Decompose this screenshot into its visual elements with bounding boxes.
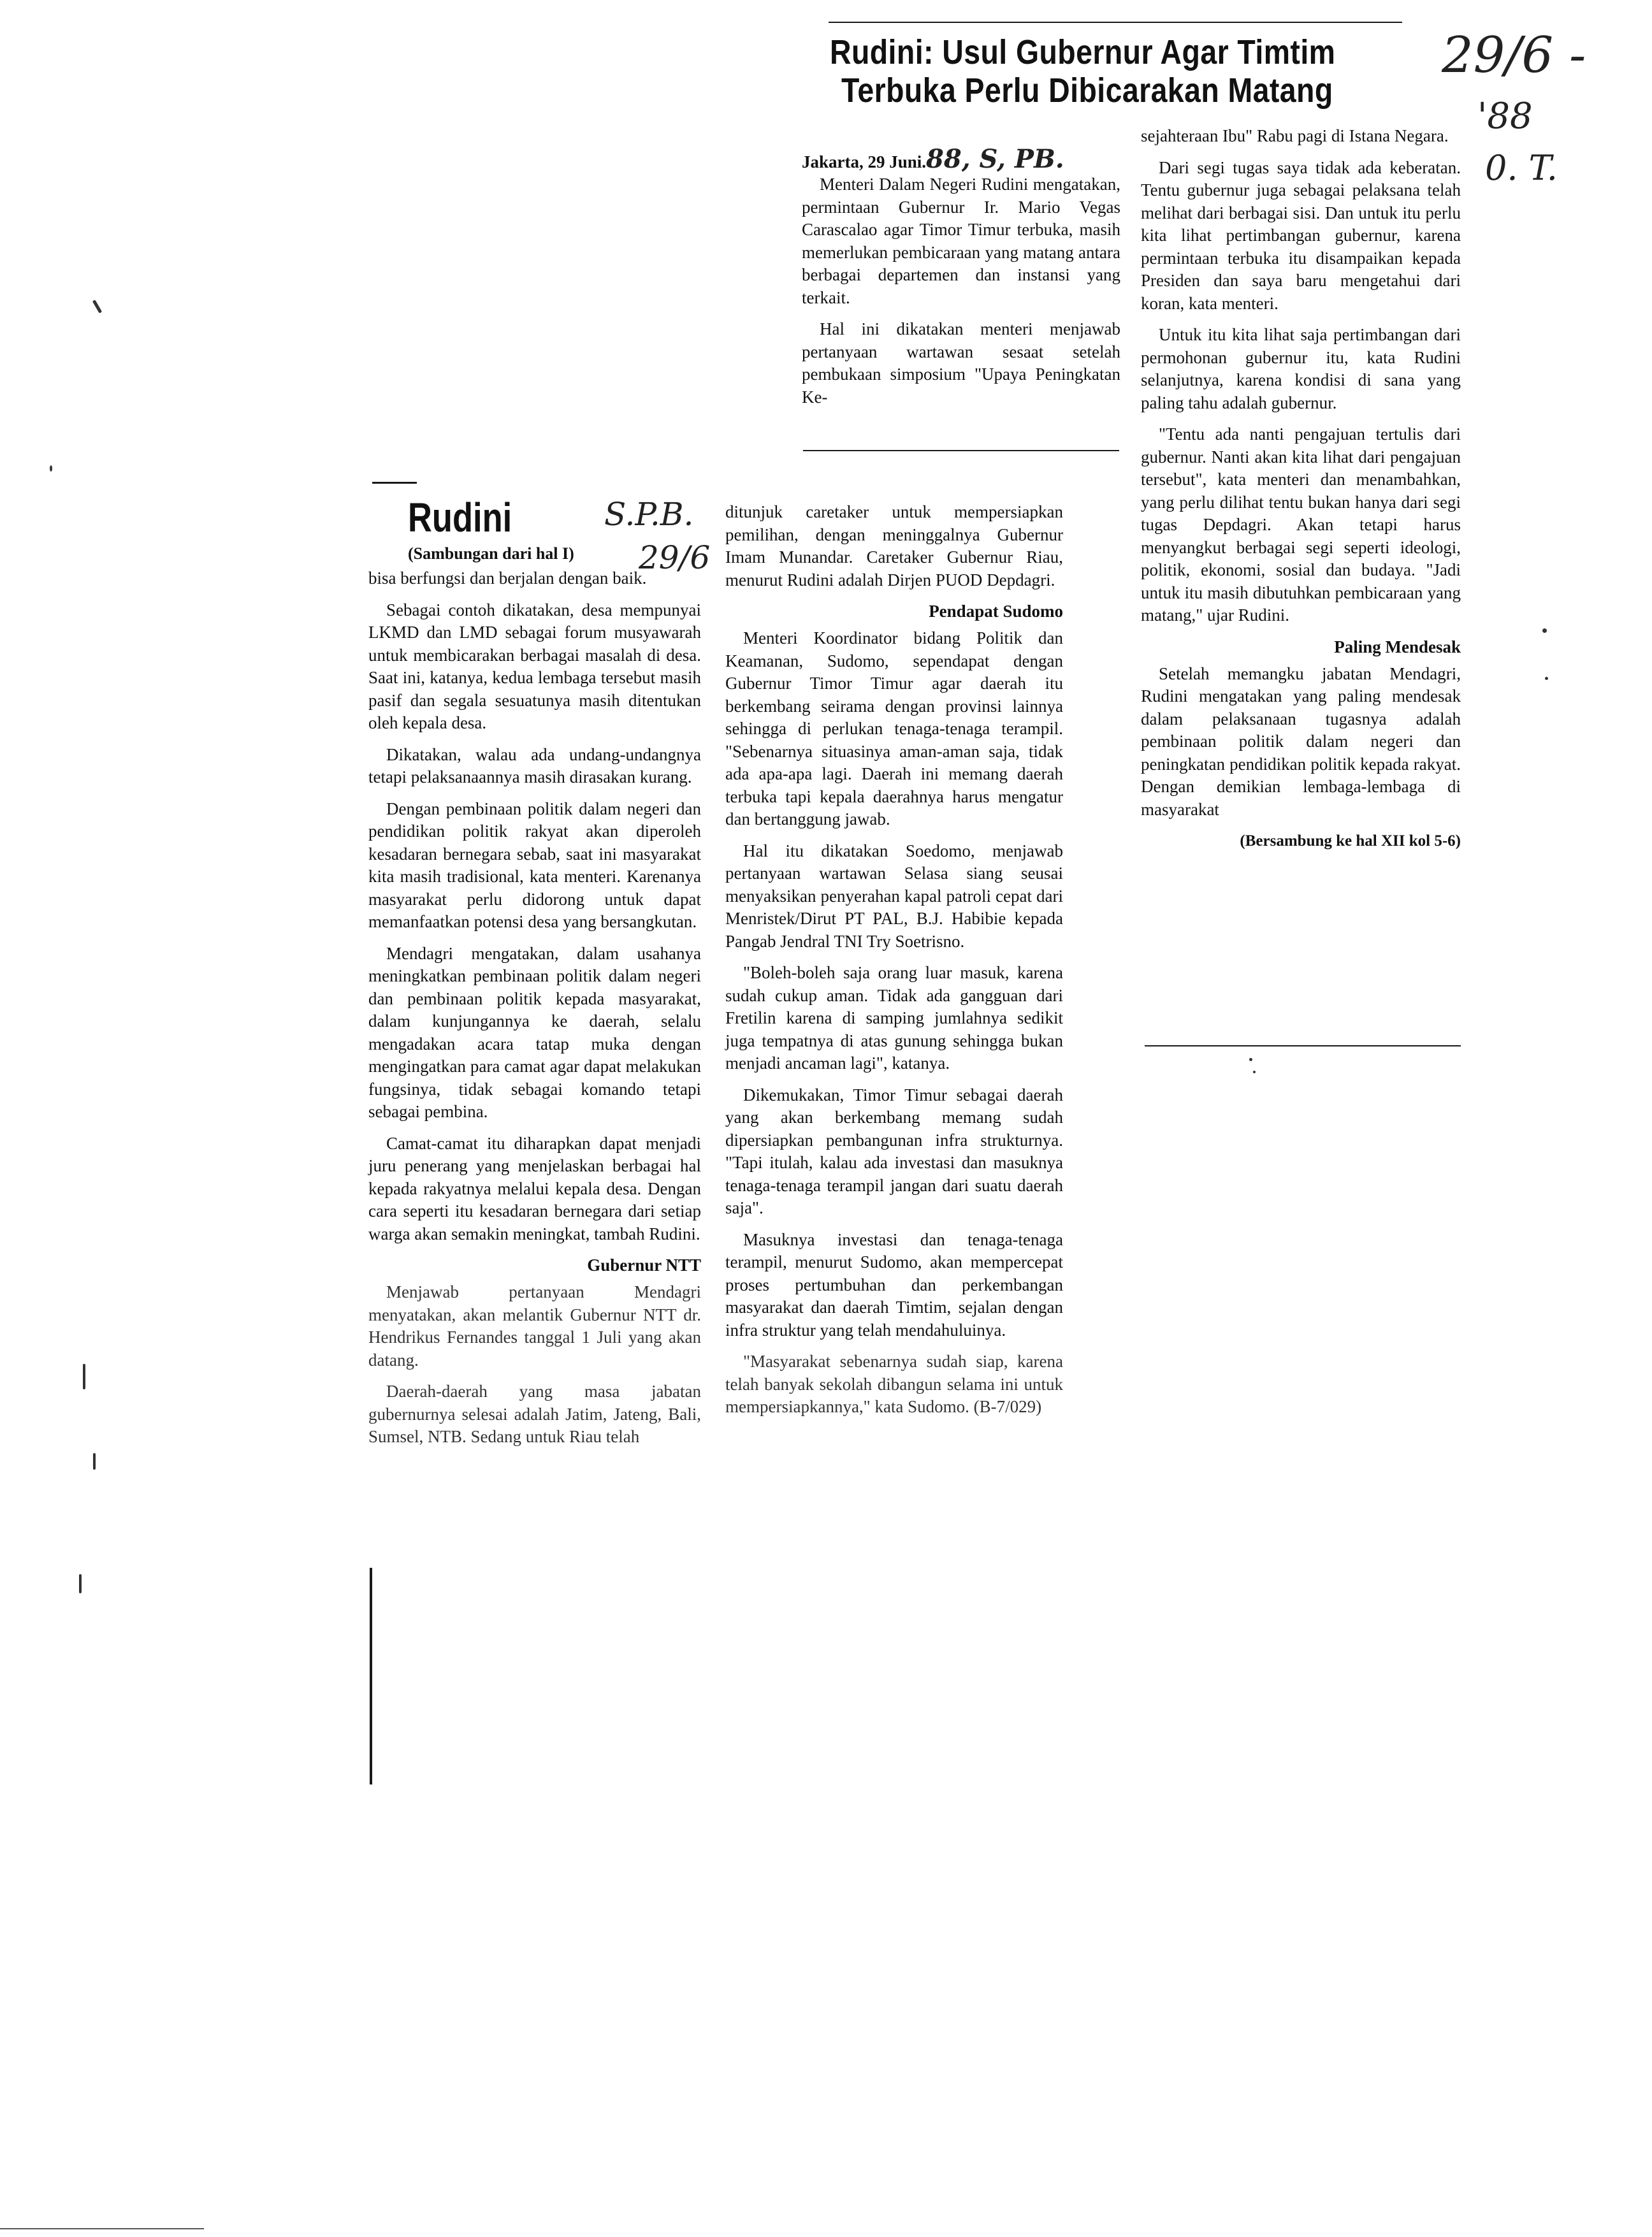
- headline-line-1: Rudini: Usul Gubernur Agar Timtim: [830, 33, 1336, 71]
- continuation-paragraph: Daerah-daerah yang masa jabatan gubernurnya selesai adalah Jatim, Jateng, Bali, Sumsel, NTB. Sedang untuk Riau telah: [368, 1382, 701, 1446]
- continuation-paragraph: Dikemukakan, Timor Timur sebagai daerah yang akan berkembang memang sudah dipersiapkan pembangunan infra strukturnya. "Tapi itulah, kalau ada investasi dan masuknya tenaga-tenaga terampil jangan dari suatu daerah saja".: [725, 1085, 1063, 1217]
- scan-speck: [50, 465, 52, 472]
- subhead-paling-mendesak: Paling Mendesak: [1334, 637, 1461, 656]
- continuation-paragraph: ditunjuk caretaker untuk mempersiapkan pemilihan, dengan meninggalnya Gubernur Imam Munandar. Caretaker Gubernur Riau, menurut Rudini adalah Dirjen PUOD Depdagri.: [725, 502, 1063, 590]
- main-article-column-2: [1141, 125, 1461, 850]
- handwritten-date: 29/6 -: [1442, 27, 1586, 84]
- handwritten-rudini-note: S.P.B.: [604, 496, 694, 533]
- handwritten-year: '88: [1477, 96, 1533, 137]
- continuation-paragraph: Dikatakan, walau ada undang-undangnya tetapi pelaksanaannya masih dirasakan kurang.: [368, 744, 701, 786]
- scan-speck: [1253, 1071, 1256, 1073]
- column-1-end-rule: [803, 450, 1119, 451]
- continuation-paragraph: "Masyarakat sebenarnya sudah siap, karena telah banyak sekolah dibangun selama ini untuk mempersiapkannya," kata Sudomo. (B-7/029): [725, 1352, 1063, 1416]
- column-2-end-rule: [1145, 1045, 1461, 1046]
- continuation-source: (Sambungan dari hal I): [408, 544, 574, 563]
- continued-label: (Bersambung ke hal XII kol 5-6): [1240, 832, 1461, 850]
- handwritten-code: 0. T.: [1485, 148, 1558, 188]
- main-headline: [830, 33, 1480, 110]
- continuation-title: Rudini: [408, 495, 512, 540]
- headline-line-2: Terbuka Perlu Dibicarakan Matang: [841, 71, 1333, 110]
- continuation-paragraph: Hal itu dikatakan Soedomo, menjawab pertanyaan wartawan Selasa siang seusai menyaksikan penyerahan kapal patroli cepat dari Menristek/Dirut PT PAL, B.J. Habibie kepada Pangab Jendral TNI Try Soetrisno.: [725, 841, 1063, 951]
- continuation-paragraph: Menteri Koordinator bidang Politik dan Keamanan, Sudomo, sependapat dengan Gubernur Timor Timur agar daerah itu berkembang seirama dengan provinsi lainnya sehingga di perlukan tenaga-tenaga terampil. "Sebenarnya situasinya aman-aman saja, tidak ada apa-apa lagi. Daerah ini memang daerah terbuka tapi kepala daerahnya harus mengatur dan bertanggung jawab.: [725, 628, 1063, 829]
- continuation-paragraph: Mendagri mengatakan, dalam usahanya meningkatkan pembinaan politik dalam negeri dan pembinaan politik kepada masyarakat, dalam kunjungannya ke daerah, selalu mengadakan acara tatap muka dengan mengingatkan para camat agar dapat melakukan fungsinya, tidak sebagai komando tetapi sebagai pembina.: [368, 943, 701, 1121]
- dateline-handwritten-note: 88, S, PB.: [926, 143, 1064, 174]
- scan-speck: [1542, 628, 1547, 633]
- scan-speck: [83, 1364, 85, 1389]
- continuation-paragraph: Sebagai contoh dikatakan, desa mempunyai LKMD dan LMD sebagai forum musyawarah untuk membicarakan berbagai masalah di desa. Saat ini, katanya, kedua lembaga tersebut masih pasif dan segala sesuatunya masih ditentukan oleh kepala desa.: [368, 600, 701, 732]
- headline-top-rule: [829, 22, 1402, 23]
- continuation-paragraph: Dengan pembinaan politik dalam negeri dan pendidikan politik rakyat akan diperoleh kesadaran bernegara sebab, saat ini masyarakat kita masih tradisional, kata menteri. Karenanya masyarakat perlu didorong untuk dapat memanfaatkan potensi desa yang bersangkutan.: [368, 799, 701, 931]
- subhead-gubernur-ntt: Gubernur NTT: [587, 1256, 701, 1275]
- continuation-paragraph: Masuknya investasi dan tenaga-tenaga terampil, menurut Sudomo, akan mempercepat proses pertumbuhan dan perkembangan masyarakat dan daerah Timtim, sejalan dengan infra struktur yang telah mendahuluinya.: [725, 1229, 1063, 1340]
- continuation-paragraph: bisa berfungsi dan berjalan dengan baik.: [368, 568, 647, 588]
- scan-speck: [1249, 1058, 1252, 1061]
- continuation-paragraph: "Boleh-boleh saja orang luar masuk, karena sudah cukup aman. Tidak ada gangguan dari Fretilin karena di samping jumlahnya sedikit juga tempatnya di atas gunung sehingga bukan menjadi ancaman lagi", katanya.: [725, 963, 1063, 1073]
- bottom-scan-edge: [0, 2228, 204, 2229]
- dateline-text: Jakarta, 29 Juni.: [802, 152, 927, 171]
- dateline: [802, 125, 1120, 173]
- main-paragraph: Untuk itu kita lihat saja pertimbangan dari permohonan gubernur itu, kata Rudini selanjutnya, karena kondisi di sana yang paling tahu adalah gubernur.: [1141, 325, 1461, 412]
- scan-speck: [92, 300, 102, 314]
- scan-speck: [93, 1453, 96, 1470]
- scan-speck: [79, 1574, 82, 1593]
- main-paragraph: Hal ini dikatakan menteri menjawab pertanyaan wartawan sesaat setelah pembukaan simposium "Upaya Peningkatan Ke-: [802, 319, 1120, 407]
- continuation-paragraph: Camat-camat itu diharapkan dapat menjadi juru penerang yang menjelaskan berbagai hal kepada rakyatnya melalui kepala desa. Dengan cara seperti itu kesadaran bernegara dari setiap warga akan semakin meningkat, tambah Rudini.: [368, 1133, 701, 1243]
- main-article-column-1: [802, 125, 1120, 417]
- main-paragraph: sejahteraan Ibu" Rabu pagi di Istana Negara.: [1141, 126, 1449, 145]
- scan-speck: [1545, 677, 1548, 680]
- continuation-column-b: [725, 501, 1063, 1428]
- continuation-paragraph: Menjawab pertanyaan Mendagri menyatakan, akan melantik Gubernur NTT dr. Hendrikus Fernandes tanggal 1 Juli yang akan datang.: [368, 1282, 701, 1370]
- main-paragraph: Menteri Dalam Negeri Rudini mengatakan, permintaan Gubernur Ir. Mario Vegas Carascalao agar Timor Timur terbuka, masih memerlukan pembicaraan yang matang antara berbagai departemen dan instansi yang terkait.: [802, 175, 1120, 307]
- clipping-cut-edge: [370, 1568, 372, 1785]
- subhead-pendapat-sudomo: Pendapat Sudomo: [929, 602, 1063, 621]
- main-paragraph: Setelah memangku jabatan Mendagri, Rudini mengatakan yang paling mendesak dalam pelaksanaan tugasnya adalah pembinaan politik dalam negeri dan peningkatan pendidikan politik kepada rakyat. Dengan demikian lembaga-lembaga di masyarakat: [1141, 663, 1461, 819]
- continuation-top-rule: [372, 482, 417, 484]
- main-paragraph: "Tentu ada nanti pengajuan tertulis dari gubernur. Nanti akan kita lihat dari pengajuan tersebut", kata menteri dan menambahkan, yang perlu dilihat tentu bukan hanya dari segi tugas Depdagri. Akan tetapi harus menyangkut berbagai segi seperti ideologi, politik, ekonomi, sosial dan budaya. "Jadi untuk itu masih dibutuhkan pembicaraan yang matang," ujar Rudini.: [1141, 424, 1461, 625]
- main-paragraph: Dari segi tugas saya tidak ada keberatan. Tentu gubernur juga sebagai pelaksana telah melihat dari berbagai sisi. Dan untuk itu perlu kita lihat pertimbangan gubernur, karena permintaan terbuka itu disampaikan kepada Presiden dan saya baru mengetahui dari koran, kata menteri.: [1141, 157, 1461, 313]
- handwritten-rudini-date: 29/6: [639, 539, 711, 576]
- continuation-column-a: [368, 567, 701, 1458]
